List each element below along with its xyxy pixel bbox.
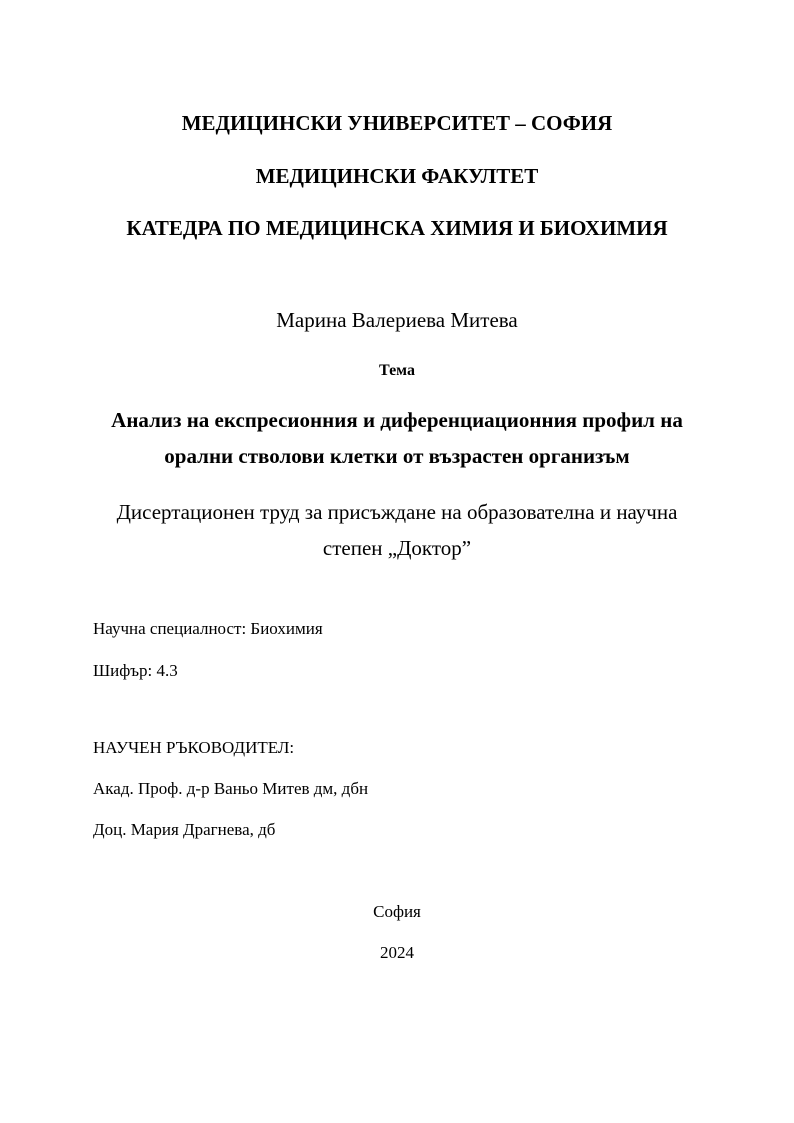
specialty-code: Шифър: 4.3 bbox=[93, 661, 178, 680]
thesis-purpose-line-2: степен „Доктор” bbox=[322, 536, 472, 560]
scientific-specialty: Научна специалност: Биохимия bbox=[93, 619, 323, 638]
supervisor-label: НАУЧЕН РЪКОВОДИТЕЛ: bbox=[93, 738, 295, 757]
year: 2024 bbox=[380, 943, 414, 962]
author-name: Марина Валериева Митева bbox=[276, 308, 518, 332]
university-name: МЕДИЦИНСКИ УНИВЕРСИТЕТ – СОФИЯ bbox=[181, 111, 613, 135]
faculty-name: МЕДИЦИНСКИ ФАКУЛТЕТ bbox=[255, 164, 539, 188]
city: София bbox=[373, 902, 421, 921]
topic-label: Тема bbox=[379, 362, 415, 379]
thesis-purpose-line-1: Дисертационен труд за присъждане на образователна и научна bbox=[116, 500, 678, 524]
thesis-title-line-2: орални стволови клетки от възрастен организъм bbox=[164, 444, 630, 468]
department-name: КАТЕДРА ПО МЕДИЦИНСКА ХИМИЯ И БИОХИМИЯ bbox=[126, 216, 668, 240]
supervisor-second: Доц. Мария Драгнева, дб bbox=[93, 820, 276, 839]
supervisor-first: Акад. Проф. д-р Ваньо Митев дм, дбн bbox=[93, 779, 369, 798]
thesis-title-line-1: Анализ на експресионния и диференциационния профил на bbox=[111, 408, 683, 432]
